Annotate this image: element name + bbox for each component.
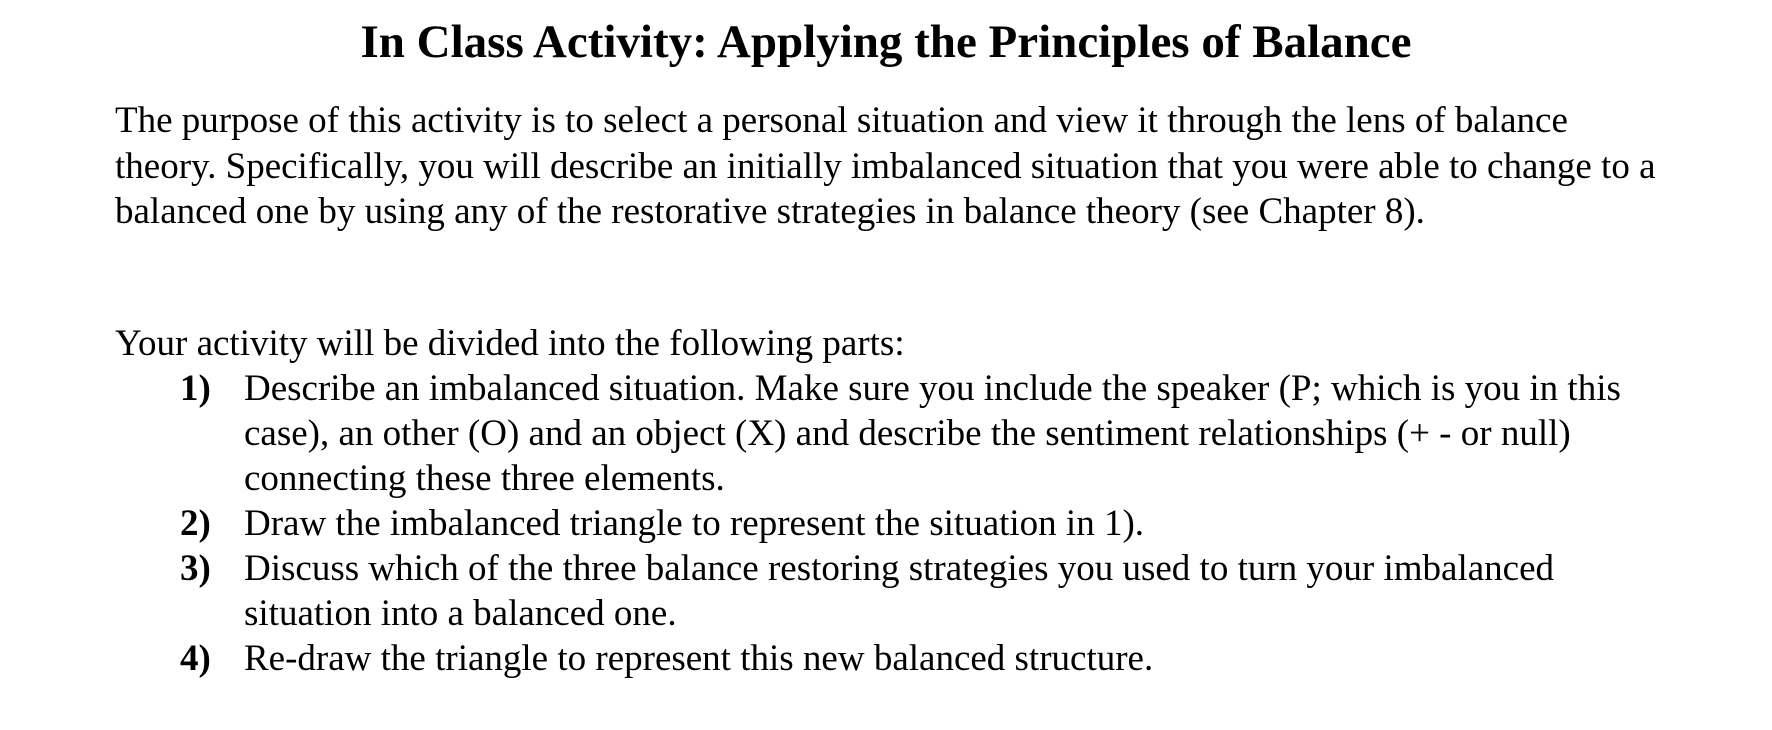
step-text: Describe an imbalanced situation. Make sure you include the speaker (P; which is you in this case), an other (O) and an object (X) and describe the sentiment relationships (+ - or null) connecting these three elements.: [244, 368, 1621, 499]
intro-paragraph: The purpose of this activity is to select a personal situation and view it through the lens of balance theory. Specifically, you will describe an initially imbalanced situation that you were able to change to a balanced one by using any of the restorative strategies in balance theory (see Chapter 8).: [115, 100, 1656, 232]
step-text: Re-draw the triangle to represent this new balanced structure.: [244, 638, 1154, 679]
step-number: 4): [180, 638, 211, 679]
step-number: 1): [180, 368, 211, 409]
steps-list: [0, 366, 1772, 681]
step-text: Discuss which of the three balance restoring strategies you used to turn your imbalanced situation into a balanced one.: [244, 548, 1555, 634]
parts-lead-text: Your activity will be divided into the following parts:: [115, 323, 905, 364]
step-text: Draw the imbalanced triangle to represent the situation in 1).: [244, 503, 1145, 544]
step-item-2: [0, 501, 1772, 546]
step-item-1: [0, 366, 1772, 501]
step-item-4: [0, 636, 1772, 681]
step-number: 2): [180, 503, 211, 544]
page-title: In Class Activity: Applying the Principles of Balance: [360, 16, 1412, 68]
step-item-3: [0, 546, 1772, 636]
step-number: 3): [180, 548, 211, 589]
